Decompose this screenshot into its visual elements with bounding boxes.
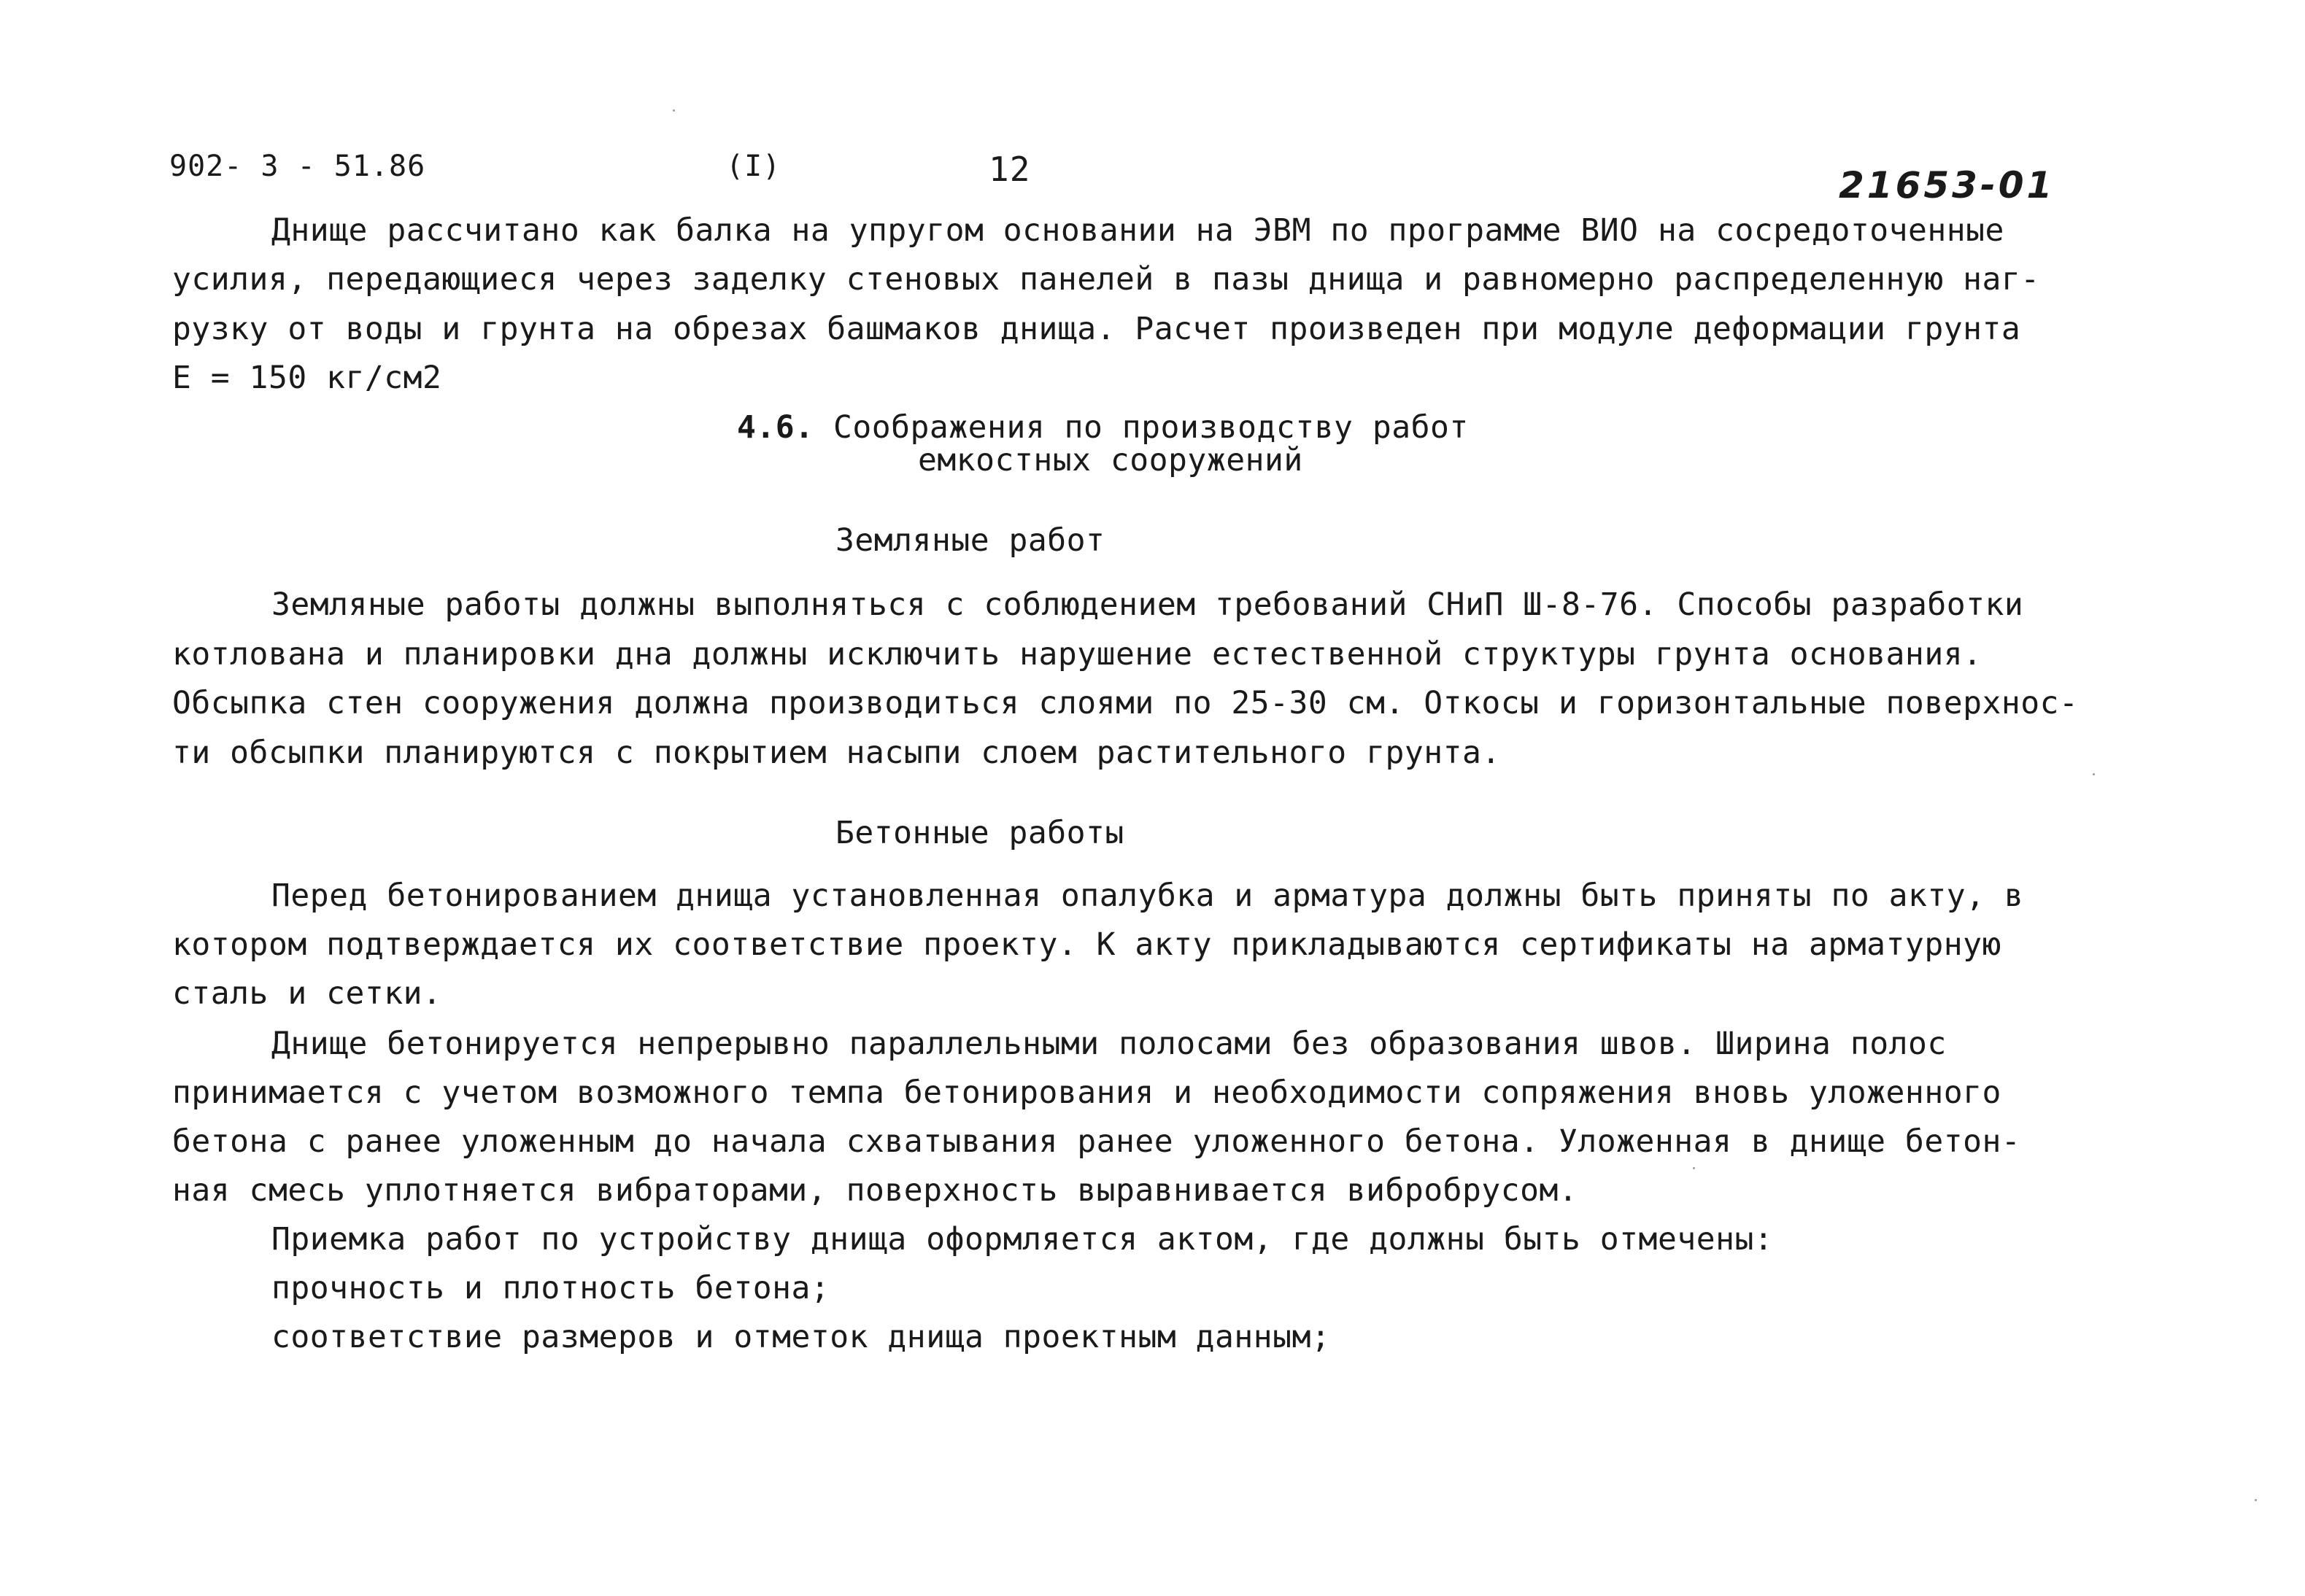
scan-speck (2093, 773, 2095, 775)
text-line: бетона с ранее уложенным до начала схватывания ранее уложенного бетона. Уложенная в днище бетон- (172, 1123, 2021, 1160)
text-line: рузку от воды и грунта на обрезах башмаков днища. Расчет произведен при модуле деформации грунта (172, 311, 2021, 347)
text-line: ти обсыпки планируются с покрытием насыпи слоем растительного грунта. (172, 735, 1501, 771)
doc-code: 902- 3 - 51.86 (169, 150, 426, 183)
scan-speck (2255, 1499, 2257, 1501)
concrete-heading: Бетонные работы (835, 815, 1124, 851)
text-line: Е = 150 кг/см2 (172, 360, 442, 396)
section-title: Соображения по производству работ (833, 409, 1469, 446)
text-line: Перед бетонированием днища установленная опалубка и арматура должны быть приняты по акту, в (271, 878, 2024, 914)
volume-label: (I) (726, 150, 781, 183)
text-line: Обсыпка стен сооружения должна производиться слоями по 25-30 см. Откосы и горизонтальные поверхнос- (172, 685, 2079, 721)
text-line: Приемка работ по устройству днища оформляется актом, где должны быть отмечены: (271, 1221, 1774, 1258)
section-heading (737, 409, 1469, 446)
text-line: усилия, передающиеся через заделку стеновых панелей в пазы днища и равномерно распределенную наг- (172, 261, 2040, 298)
text-line: Земляные работы должны выполняться с соблюдением требований СНиП Ш-8-76. Способы разработки (271, 586, 2024, 623)
section-subtitle: емкостных сооружений (918, 442, 1303, 479)
text-line: прочность и плотность бетона; (271, 1270, 830, 1306)
text-line: Днище рассчитано как балка на упругом основании на ЭВМ по программе ВИО на сосредоточенные (271, 212, 2004, 249)
scan-speck (1693, 1167, 1695, 1169)
page-number: 12 (989, 150, 1031, 189)
earthworks-heading: Земляные работ (835, 522, 1105, 559)
text-line: Днище бетонируется непрерывно параллельными полосами без образования швов. Ширина полос (271, 1026, 1947, 1062)
scan-speck (673, 109, 675, 112)
text-line: сталь и сетки. (172, 975, 442, 1012)
text-line: принимается с учетом возможного темпа бетонирования и необходимости сопряжения вновь уложенного (172, 1074, 2001, 1111)
handwritten-stamp: 21653-01 (1839, 164, 2055, 206)
section-number: 4.6. (737, 409, 814, 446)
text-line: соответствие размеров и отметок днища проектным данным; (271, 1319, 1331, 1355)
text-line: котлована и планировки дна должны исключить нарушение естественной структуры грунта основания. (172, 636, 1982, 673)
text-line: ная смесь уплотняется вибраторами, поверхность выравнивается вибробрусом. (172, 1172, 1578, 1209)
text-line: котором подтверждается их соответствие проекту. К акту прикладываются сертификаты на арматурную (172, 926, 2001, 963)
